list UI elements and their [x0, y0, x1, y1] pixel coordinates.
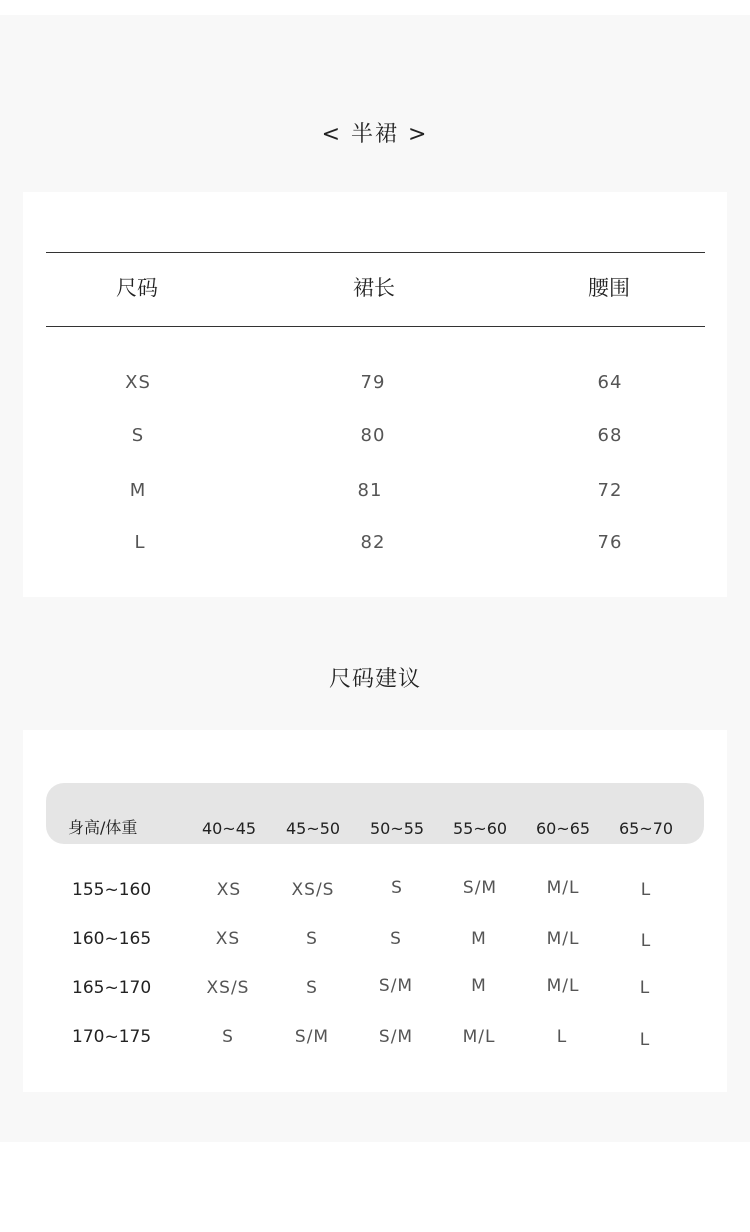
- table-header-bottom-rule: [46, 326, 705, 327]
- skirt-size-table: [23, 192, 727, 597]
- row-height-label: 165~170: [72, 978, 152, 998]
- header-weight-range: 50~55: [369, 819, 425, 838]
- size-recommendation-table: [23, 730, 727, 1092]
- header-size: 尺码: [116, 276, 158, 300]
- table-cell: M/L: [546, 878, 580, 898]
- table-cell: S/M: [462, 878, 498, 898]
- skirt-section-title: < 半裙 >: [321, 122, 429, 147]
- table-cell: 79: [360, 372, 386, 393]
- table-cell: S: [391, 878, 403, 898]
- table-cell: M/L: [546, 976, 580, 996]
- table-cell: L: [639, 978, 651, 998]
- table-cell: 80: [360, 425, 386, 446]
- size-chart-page: [0, 15, 750, 1142]
- header-weight-range: 65~70: [618, 819, 674, 838]
- table-cell: 76: [597, 532, 623, 553]
- table-cell: M: [471, 929, 487, 949]
- table-cell: 72: [597, 480, 623, 501]
- table-cell: 68: [597, 425, 623, 446]
- table-cell: S/M: [378, 1027, 414, 1047]
- header-weight-range: 55~60: [452, 819, 508, 838]
- table-cell: M: [129, 480, 147, 501]
- table-cell: S: [131, 425, 145, 446]
- table-cell: S: [306, 929, 318, 949]
- row-height-label: 160~165: [72, 929, 152, 949]
- table-cell: 64: [597, 372, 623, 393]
- table-cell: XS/S: [291, 880, 335, 900]
- table-cell: M: [471, 976, 487, 996]
- table-cell: XS/S: [206, 978, 250, 998]
- table-cell: L: [134, 532, 146, 553]
- table-header-top-rule: [46, 252, 705, 253]
- table-cell: 82: [360, 532, 386, 553]
- table-cell: XS: [125, 372, 151, 393]
- table-cell: S: [390, 929, 402, 949]
- header-weight-range: 45~50: [285, 819, 341, 838]
- row-height-label: 155~160: [72, 880, 152, 900]
- table-cell: XS: [216, 880, 242, 900]
- table-cell: L: [640, 931, 652, 951]
- table-cell: 81: [357, 480, 383, 501]
- table-cell: S: [222, 1027, 234, 1047]
- header-weight-range: 40~45: [201, 819, 257, 838]
- table-cell: L: [640, 880, 652, 900]
- table-cell: M/L: [546, 929, 580, 949]
- table-cell: L: [639, 1030, 651, 1050]
- table-cell: S: [306, 978, 318, 998]
- header-weight-range: 60~65: [535, 819, 591, 838]
- header-skirt-length: 裙长: [353, 276, 395, 300]
- table-cell: L: [556, 1027, 568, 1047]
- recommend-section-title: 尺码建议: [328, 667, 421, 692]
- table-cell: S/M: [294, 1027, 330, 1047]
- row-height-label: 170~175: [72, 1027, 152, 1047]
- table-cell: S/M: [378, 976, 414, 996]
- table-cell: M/L: [462, 1027, 496, 1047]
- header-waist: 腰围: [588, 276, 630, 300]
- table-cell: XS: [215, 929, 241, 949]
- header-height-weight: 身高/体重: [68, 818, 138, 837]
